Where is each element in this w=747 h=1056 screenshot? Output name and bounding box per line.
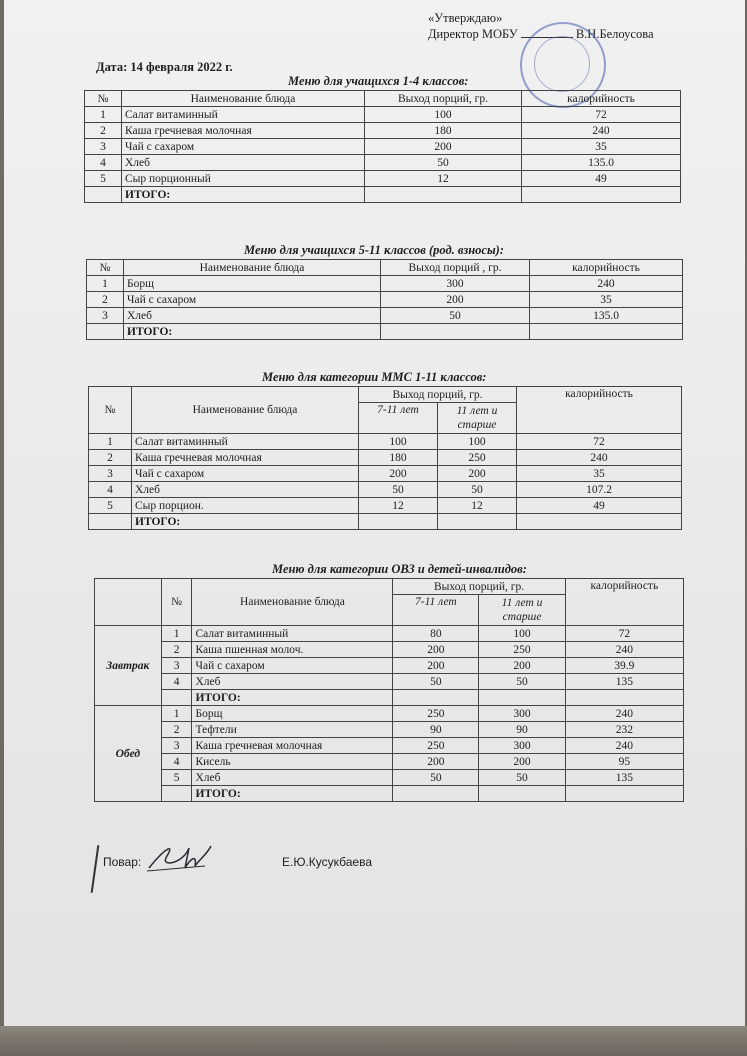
total-row bbox=[95, 690, 684, 706]
row-number: 1 bbox=[161, 706, 192, 722]
dish-name: Каша гречневая молочная bbox=[122, 123, 365, 139]
table-row bbox=[87, 292, 683, 308]
dish-name: Кисель bbox=[192, 754, 393, 770]
portion-11-plus: 50 bbox=[479, 770, 565, 786]
table-row bbox=[95, 674, 684, 690]
table-row bbox=[85, 155, 681, 171]
calories-value: 95 bbox=[565, 754, 683, 770]
table-row bbox=[95, 722, 684, 738]
portion-7-11: 200 bbox=[393, 754, 479, 770]
col-calories: калорийность bbox=[517, 387, 682, 434]
portion-7-11: 80 bbox=[393, 626, 479, 642]
col-portion: Выход порций , гр. bbox=[381, 260, 530, 276]
dish-name: Чай с сахаром bbox=[132, 466, 359, 482]
portion-11-plus: 12 bbox=[438, 498, 517, 514]
table-row bbox=[89, 434, 682, 450]
col-portion: Выход порций, гр. bbox=[393, 579, 565, 595]
total-label: ИТОГО: bbox=[132, 514, 359, 530]
table-row bbox=[85, 139, 681, 155]
dish-name: Чай с сахаром bbox=[122, 139, 365, 155]
cook-signature bbox=[145, 838, 215, 878]
total-label: ИТОГО: bbox=[192, 786, 393, 802]
stamp-inner-ring bbox=[534, 36, 590, 92]
portion-value: 50 bbox=[365, 155, 522, 171]
portion-11-plus: 200 bbox=[479, 658, 565, 674]
col-age-11-plus: 11 лет и старше bbox=[438, 403, 517, 434]
row-number: 1 bbox=[87, 276, 124, 292]
total-label: ИТОГО: bbox=[122, 187, 365, 203]
dish-name: Тефтели bbox=[192, 722, 393, 738]
menu1-caption: Меню для учащихся 1-4 классов: bbox=[288, 74, 469, 88]
row-number: 3 bbox=[161, 658, 192, 674]
dish-name: Чай с сахаром bbox=[124, 292, 381, 308]
table-row bbox=[89, 450, 682, 466]
table-row bbox=[95, 658, 684, 674]
dish-name: Борщ bbox=[124, 276, 381, 292]
table-header-row bbox=[85, 91, 681, 107]
col-num: № bbox=[87, 260, 124, 276]
col-age-7-11: 7-11 лет bbox=[393, 595, 479, 626]
row-number: 3 bbox=[87, 308, 124, 324]
menu4-table bbox=[94, 578, 684, 802]
calories-value: 72 bbox=[517, 434, 682, 450]
approval-title: «Утверждаю» bbox=[428, 11, 503, 25]
calories-value: 39.9 bbox=[565, 658, 683, 674]
dish-name: Салат витаминный bbox=[132, 434, 359, 450]
table-header-row bbox=[87, 260, 683, 276]
table-row bbox=[95, 754, 684, 770]
col-calories: калорийность bbox=[530, 260, 683, 276]
calories-value: 49 bbox=[517, 498, 682, 514]
portion-11-plus: 100 bbox=[479, 626, 565, 642]
portion-11-plus: 90 bbox=[479, 722, 565, 738]
portion-value: 180 bbox=[365, 123, 522, 139]
menu4-caption: Меню для категории ОВЗ и детей-инвалидов: bbox=[272, 562, 527, 576]
table-row bbox=[87, 308, 683, 324]
dish-name: Хлеб bbox=[132, 482, 359, 498]
calories-value: 135 bbox=[565, 770, 683, 786]
calories-value: 240 bbox=[565, 706, 683, 722]
background-floor bbox=[0, 1026, 747, 1056]
col-age-11-plus: 11 лет и старше bbox=[479, 595, 565, 626]
col-num: № bbox=[89, 387, 132, 434]
portion-value: 200 bbox=[381, 292, 530, 308]
col-calories: калорийность bbox=[522, 91, 681, 107]
table-row bbox=[95, 706, 684, 722]
row-number: 4 bbox=[161, 754, 192, 770]
cook-label: Повар: bbox=[103, 855, 142, 869]
portion-7-11: 50 bbox=[359, 482, 438, 498]
portion-7-11: 250 bbox=[393, 706, 479, 722]
portion-11-plus: 200 bbox=[479, 754, 565, 770]
col-name: Наименование блюда bbox=[132, 387, 359, 434]
portion-7-11: 50 bbox=[393, 770, 479, 786]
approval-position: Директор МОБУ bbox=[428, 27, 518, 41]
calories-value: 35 bbox=[517, 466, 682, 482]
dish-name: Каша пшенная молоч. bbox=[192, 642, 393, 658]
calories-value: 135 bbox=[565, 674, 683, 690]
portion-7-11: 250 bbox=[393, 738, 479, 754]
calories-value: 35 bbox=[530, 292, 683, 308]
portion-value: 50 bbox=[381, 308, 530, 324]
calories-value: 240 bbox=[565, 738, 683, 754]
calories-value: 135.0 bbox=[522, 155, 681, 171]
portion-11-plus: 300 bbox=[479, 706, 565, 722]
calories-value: 135.0 bbox=[530, 308, 683, 324]
calories-value: 72 bbox=[522, 107, 681, 123]
dish-name: Каша гречневая молочная bbox=[192, 738, 393, 754]
total-row bbox=[87, 324, 683, 340]
total-row bbox=[95, 786, 684, 802]
row-number: 5 bbox=[89, 498, 132, 514]
col-name: Наименование блюда bbox=[122, 91, 365, 107]
table-row bbox=[89, 498, 682, 514]
row-number: 2 bbox=[89, 450, 132, 466]
row-number: 3 bbox=[161, 738, 192, 754]
portion-11-plus: 250 bbox=[438, 450, 517, 466]
col-portion: Выход порций, гр. bbox=[359, 387, 517, 403]
portion-7-11: 200 bbox=[393, 658, 479, 674]
director-name: В.Н.Белоусова bbox=[575, 27, 654, 41]
row-number: 2 bbox=[161, 722, 192, 738]
calories-value: 72 bbox=[565, 626, 683, 642]
menu2-caption: Меню для учащихся 5-11 классов (род. взносы): bbox=[244, 243, 504, 257]
row-number: 4 bbox=[85, 155, 122, 171]
portion-7-11: 200 bbox=[393, 642, 479, 658]
total-label: ИТОГО: bbox=[192, 690, 393, 706]
row-number: 4 bbox=[89, 482, 132, 498]
col-age-7-11: 7-11 лет bbox=[359, 403, 438, 434]
table-row bbox=[89, 482, 682, 498]
portion-11-plus: 250 bbox=[479, 642, 565, 658]
calories-value: 35 bbox=[522, 139, 681, 155]
table-row bbox=[87, 276, 683, 292]
col-num: № bbox=[161, 579, 192, 626]
dish-name: Каша гречневая молочная bbox=[132, 450, 359, 466]
row-number: 2 bbox=[87, 292, 124, 308]
portion-7-11: 50 bbox=[393, 674, 479, 690]
lunch-label: Обед bbox=[95, 706, 162, 802]
portion-value: 100 bbox=[365, 107, 522, 123]
breakfast-label: Завтрак bbox=[95, 626, 162, 706]
row-number: 2 bbox=[161, 642, 192, 658]
dish-name: Хлеб bbox=[124, 308, 381, 324]
table-header-row bbox=[95, 579, 684, 595]
portion-7-11: 180 bbox=[359, 450, 438, 466]
calories-value: 240 bbox=[530, 276, 683, 292]
portion-value: 200 bbox=[365, 139, 522, 155]
calories-value: 240 bbox=[522, 123, 681, 139]
menu3-caption: Меню для категории ММС 1-11 классов: bbox=[262, 370, 487, 384]
menu1-table bbox=[84, 90, 681, 203]
menu2-table bbox=[86, 259, 683, 340]
row-number: 2 bbox=[85, 123, 122, 139]
table-row bbox=[85, 123, 681, 139]
table-header-row bbox=[89, 387, 682, 403]
row-number: 1 bbox=[89, 434, 132, 450]
cook-name: Е.Ю.Кусукбаева bbox=[282, 855, 373, 869]
dish-name: Хлеб bbox=[192, 770, 393, 786]
dish-name: Хлеб bbox=[122, 155, 365, 171]
row-number: 3 bbox=[89, 466, 132, 482]
row-number: 1 bbox=[85, 107, 122, 123]
table-row bbox=[95, 738, 684, 754]
dish-name: Борщ bbox=[192, 706, 393, 722]
table-row bbox=[85, 171, 681, 187]
portion-7-11: 200 bbox=[359, 466, 438, 482]
col-name: Наименование блюда bbox=[192, 579, 393, 626]
portion-11-plus: 200 bbox=[438, 466, 517, 482]
menu3-table bbox=[88, 386, 682, 530]
menu-date: Дата: 14 февраля 2022 г. bbox=[96, 60, 233, 74]
portion-11-plus: 300 bbox=[479, 738, 565, 754]
calories-value: 49 bbox=[522, 171, 681, 187]
table-row bbox=[95, 770, 684, 786]
portion-7-11: 12 bbox=[359, 498, 438, 514]
calories-value: 240 bbox=[517, 450, 682, 466]
table-row bbox=[95, 626, 684, 642]
col-name: Наименование блюда bbox=[124, 260, 381, 276]
dish-name: Чай с сахаром bbox=[192, 658, 393, 674]
portion-11-plus: 50 bbox=[438, 482, 517, 498]
total-row bbox=[89, 514, 682, 530]
row-number: 4 bbox=[161, 674, 192, 690]
calories-value: 232 bbox=[565, 722, 683, 738]
dish-name: Хлеб bbox=[192, 674, 393, 690]
total-label: ИТОГО: bbox=[124, 324, 381, 340]
col-portion: Выход порций, гр. bbox=[365, 91, 522, 107]
table-row bbox=[85, 107, 681, 123]
portion-value: 300 bbox=[381, 276, 530, 292]
portion-11-plus: 50 bbox=[479, 674, 565, 690]
dish-name: Сыр порционный bbox=[122, 171, 365, 187]
row-number: 3 bbox=[85, 139, 122, 155]
col-calories: калорийность bbox=[565, 579, 683, 626]
portion-11-plus: 100 bbox=[438, 434, 517, 450]
row-number: 1 bbox=[161, 626, 192, 642]
dish-name: Салат витаминный bbox=[122, 107, 365, 123]
table-row bbox=[89, 466, 682, 482]
col-num: № bbox=[85, 91, 122, 107]
row-number: 5 bbox=[161, 770, 192, 786]
dish-name: Салат витаминный bbox=[192, 626, 393, 642]
calories-value: 240 bbox=[565, 642, 683, 658]
total-row bbox=[85, 187, 681, 203]
calories-value: 107.2 bbox=[517, 482, 682, 498]
portion-7-11: 90 bbox=[393, 722, 479, 738]
table-row bbox=[95, 642, 684, 658]
portion-7-11: 100 bbox=[359, 434, 438, 450]
portion-value: 12 bbox=[365, 171, 522, 187]
dish-name: Сыр порцион. bbox=[132, 498, 359, 514]
row-number: 5 bbox=[85, 171, 122, 187]
